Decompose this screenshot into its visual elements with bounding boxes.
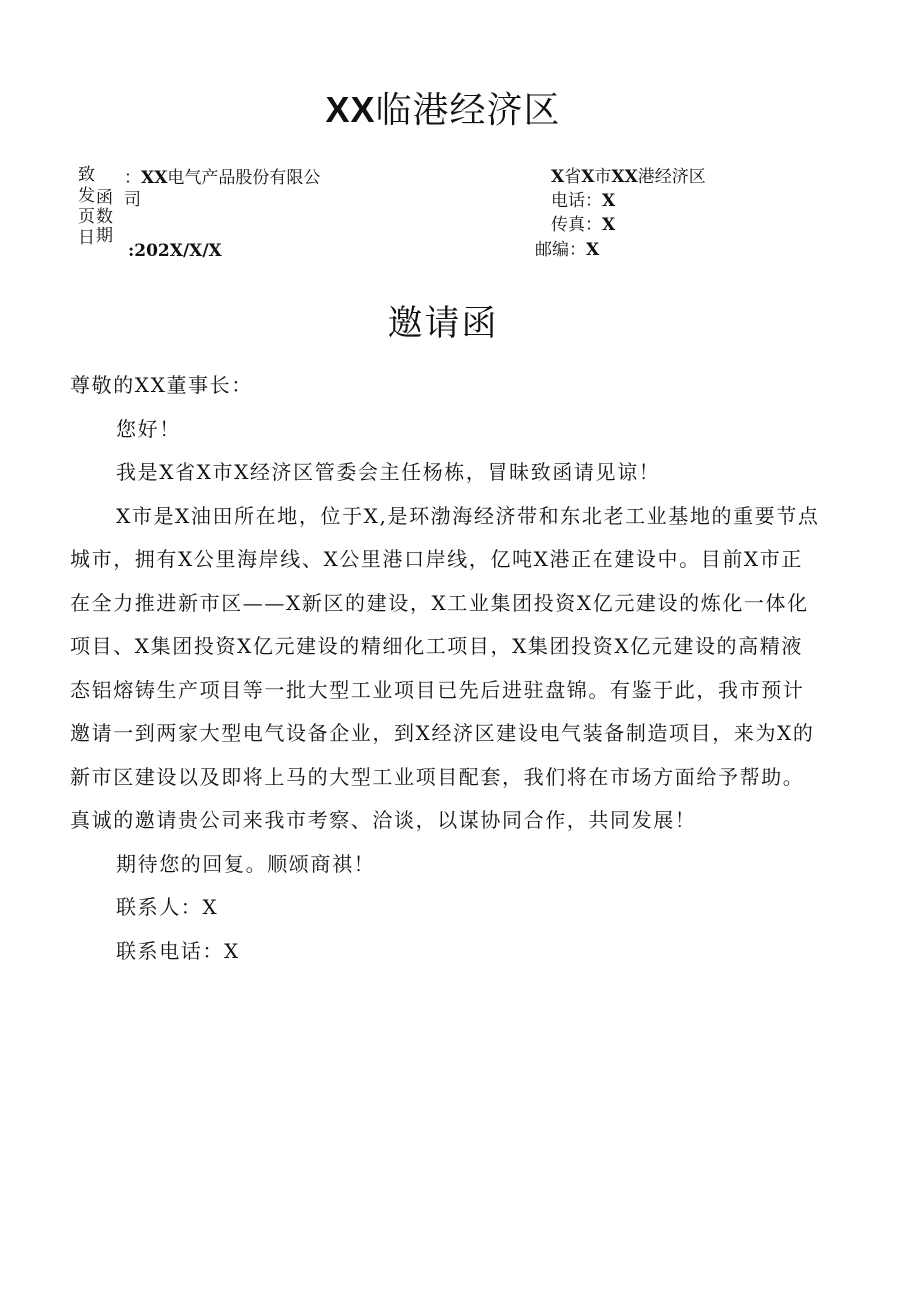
label-char: 致 [78, 165, 95, 185]
letter-body [70, 364, 820, 973]
contact-phone: 联系电话：X [116, 938, 240, 963]
paragraph-intro: 我是X省X市X经济区管委会主任杨栋，冒昧致函请见谅！ [116, 460, 661, 484]
address-part: X [551, 167, 565, 187]
telephone-label: 电话： [551, 191, 602, 211]
address-part: 港经济区 [637, 167, 706, 187]
address-part: 省 [564, 167, 582, 187]
postcode-value: X [586, 240, 600, 260]
label-char: 函 [96, 188, 113, 208]
organization-title [0, 82, 886, 133]
postcode-label: 邮编： [535, 240, 586, 260]
paragraph-main: X市是X油田所在地，位于X,是环渤海经济带和东北老工业基地的重要节点城市，拥有X公里海岸线、X公里港口岸线，亿吨X港正在建设中。目前X市正在全力推进新市区——X新区的建设，X工业集团投资X亿元建设的炼化一体化项目、X集团投资X亿元建设的精细化工项目，X集团投资X亿元建设的高精液态铝熔铸生产项目等一批大型工业项目已先后进驻盘锦。有鉴于此，我市预计邀请一到两家大型电气设备企业，到X经济区建设电气装备制造项目，来为X的新市区建设以及即将上马的大型工业项目配套，我们将在市场方面给予帮助。真诚的邀请贵公司来我市考察、洽谈，以谋协同合作，共同发展！ [70, 503, 820, 832]
label-char: 数 [96, 207, 113, 227]
document-title: 邀请函 [387, 304, 499, 344]
recipient-name-line1: 电气产品股份有限公 [167, 168, 321, 188]
salutation: 尊敬的XX董事长： [70, 373, 253, 397]
paragraph-closing: 期待您的回复。顺颂商祺！ [116, 851, 376, 876]
sender-postcode [535, 239, 599, 261]
address-part: 市 [594, 167, 612, 187]
contact-person: 联系人：X [116, 895, 219, 919]
label-char: 页 [78, 207, 95, 227]
address-part: XX [611, 167, 638, 187]
telephone-value: X [602, 191, 616, 211]
fax-label: 传真： [551, 215, 602, 235]
sender-fax [551, 214, 615, 236]
recipient-company [124, 167, 346, 211]
address-part: X [581, 167, 595, 187]
recipient-colon: ： [124, 168, 141, 188]
header-labels-column-2 [96, 189, 118, 246]
label-char: 日 [78, 228, 95, 248]
recipient-prefix: XX [141, 168, 168, 188]
label-char: 发 [78, 186, 95, 206]
organization-prefix: XX [325, 89, 376, 130]
letter-date: :202X/X/X [128, 241, 222, 261]
organization-name: 临港经济区 [375, 90, 561, 131]
sender-telephone [551, 190, 615, 212]
sender-address [551, 166, 706, 188]
recipient-name-line2: 司 [124, 190, 141, 210]
label-char: 期 [96, 226, 113, 246]
greeting: 您好！ [116, 416, 181, 441]
fax-value: X [602, 215, 616, 235]
